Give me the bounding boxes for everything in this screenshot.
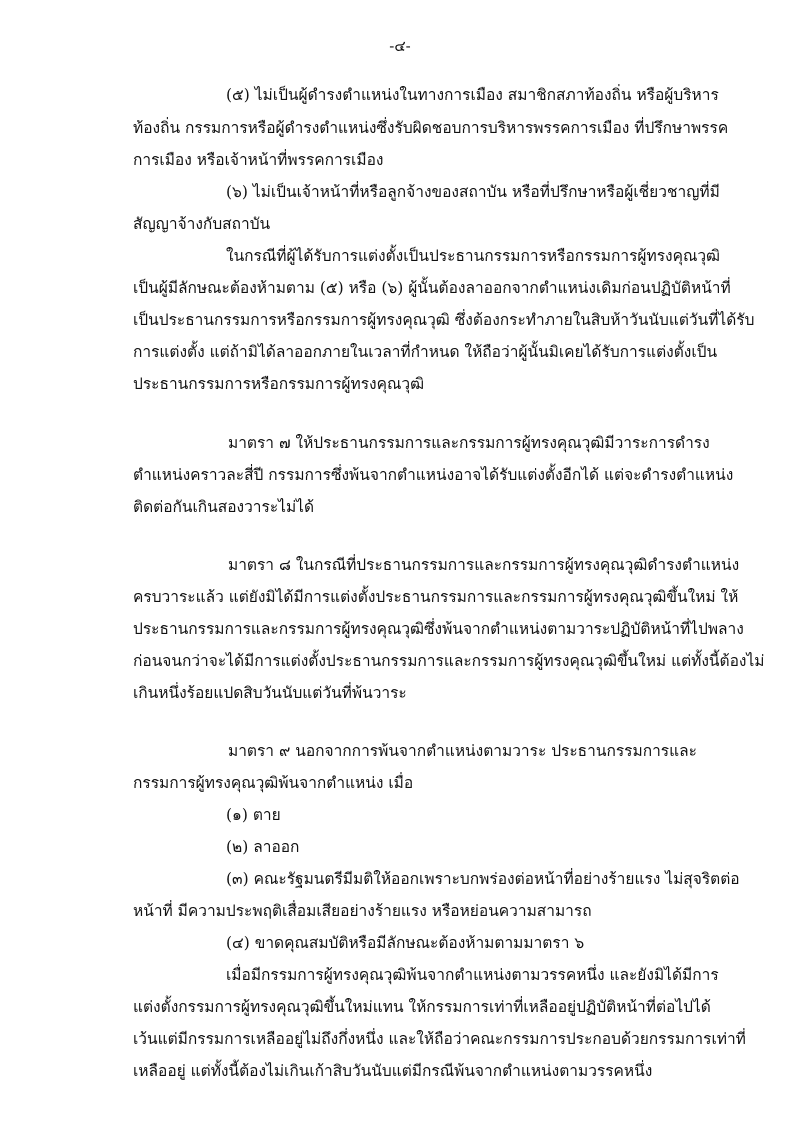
list-item: (๒) ลาออก: [226, 838, 300, 856]
text-line: เมื่อมีกรรมการผู้ทรงคุณวุฒิพ้นจากตำแหน่งตามวรรคหนึ่ง และยังมิได้มีการ: [226, 966, 719, 984]
text-line: เป็นผู้มีลักษณะต้องห้ามตาม (๕) หรือ (๖) ผู้นั้นต้องลาออกจากตำแหน่งเดิมก่อนปฏิบัติหน้าที่: [133, 279, 731, 297]
text-line: กรรมการผู้ทรงคุณวุฒิพ้นจากตำแหน่ง เมื่อ: [133, 774, 414, 792]
text-line: เหลืออยู่ แต่ทั้งนี้ต้องไม่เกินเก้าสิบวันนับแต่มีกรณีพ้นจากตำแหน่งตามวรรคหนึ่ง: [133, 1062, 653, 1080]
text-line: ก่อนจนกว่าจะได้มีการแต่งตั้งประธานกรรมการและกรรมการผู้ทรงคุณวุฒิขึ้นใหม่ แต่ทั้งนี้ต้องไม่: [133, 652, 765, 670]
section-heading-line: มาตรา ๘ ในกรณีที่ประธานกรรมการและกรรมการผู้ทรงคุณวุฒิดำรงตำแหน่ง: [228, 556, 740, 574]
text-line: สัญญาจ้างกับสถาบัน: [133, 215, 271, 233]
text-line: ท้องถิ่น กรรมการหรือผู้ดำรงตำแหน่งซึ่งรับผิดชอบการบริหารพรรคการเมือง ที่ปรึกษาพรรค: [133, 119, 729, 137]
text-line: เว้นแต่มีกรรมการเหลืออยู่ไม่ถึงกึ่งหนึ่ง และให้ถือว่าคณะกรรมการประกอบด้วยกรรมการเท่าที่: [133, 1030, 746, 1048]
text-line: การเมือง หรือเจ้าหน้าที่พรรคการเมือง: [133, 151, 384, 169]
section-heading-line: มาตรา ๗ ให้ประธานกรรมการและกรรมการผู้ทรงคุณวุฒิมีวาระการดำรง: [228, 434, 710, 452]
text-line: ครบวาระแล้ว แต่ยังมิได้มีการแต่งตั้งประธานกรรมการและกรรมการผู้ทรงคุณวุฒิขึ้นใหม่ ให้: [133, 588, 739, 606]
page-number: -๔-: [389, 37, 411, 55]
section-heading-line: มาตรา ๙ นอกจากการพ้นจากตำแหน่งตามวาระ ประธานกรรมการและ: [228, 742, 697, 760]
text-line: ประธานกรรมการหรือกรรมการผู้ทรงคุณวุฒิ: [133, 375, 425, 393]
text-line: ประธานกรรมการและกรรมการผู้ทรงคุณวุฒิซึ่งพ้นจากตำแหน่งตามวาระปฏิบัติหน้าที่ไปพลาง: [133, 620, 744, 638]
text-line: การแต่งตั้ง แต่ถ้ามิได้ลาออกภายในเวลาที่กำหนด ให้ถือว่าผู้นั้นมิเคยได้รับการแต่งตั้งเป็น: [133, 343, 718, 361]
text-line: เกินหนึ่งร้อยแปดสิบวันนับแต่วันที่พ้นวาระ: [133, 684, 407, 702]
text-line: หน้าที่ มีความประพฤติเสื่อมเสียอย่างร้ายแรง หรือหย่อนความสามารถ: [133, 902, 592, 920]
text-line: ติดต่อกันเกินสองวาระไม่ได้: [133, 498, 315, 516]
text-line: แต่งตั้งกรรมการผู้ทรงคุณวุฒิขึ้นใหม่แทน ให้กรรมการเท่าที่เหลืออยู่ปฏิบัติหน้าที่ต่อไปได้: [133, 998, 711, 1016]
text-line: เป็นประธานกรรมการหรือกรรมการผู้ทรงคุณวุฒิ ซึ่งต้องกระทำภายในสิบห้าวันนับแต่วันที่ได้รับ: [133, 311, 755, 329]
list-item: (๓) คณะรัฐมนตรีมีมติให้ออกเพราะบกพร่องต่อหน้าที่อย่างร้ายแรง ไม่สุจริตต่อ: [226, 870, 740, 888]
text-line: ตำแหน่งคราวละสี่ปี กรรมการซึ่งพ้นจากตำแหน่งอาจได้รับแต่งตั้งอีกได้ แต่จะดำรงตำแหน่ง: [133, 466, 734, 484]
text-line: (๖) ไม่เป็นเจ้าหน้าที่หรือลูกจ้างของสถาบัน หรือที่ปรึกษาหรือผู้เชี่ยวชาญที่มี: [226, 183, 720, 201]
text-line: (๕) ไม่เป็นผู้ดำรงตำแหน่งในทางการเมือง สมาชิกสภาท้องถิ่น หรือผู้บริหาร: [226, 86, 719, 104]
text-line: ในกรณีที่ผู้ได้รับการแต่งตั้งเป็นประธานกรรมการหรือกรรมการผู้ทรงคุณวุฒิ: [226, 247, 721, 265]
list-item: (๑) ตาย: [226, 806, 281, 824]
list-item: (๔) ขาดคุณสมบัติหรือมีลักษณะต้องห้ามตามมาตรา ๖: [226, 934, 585, 952]
